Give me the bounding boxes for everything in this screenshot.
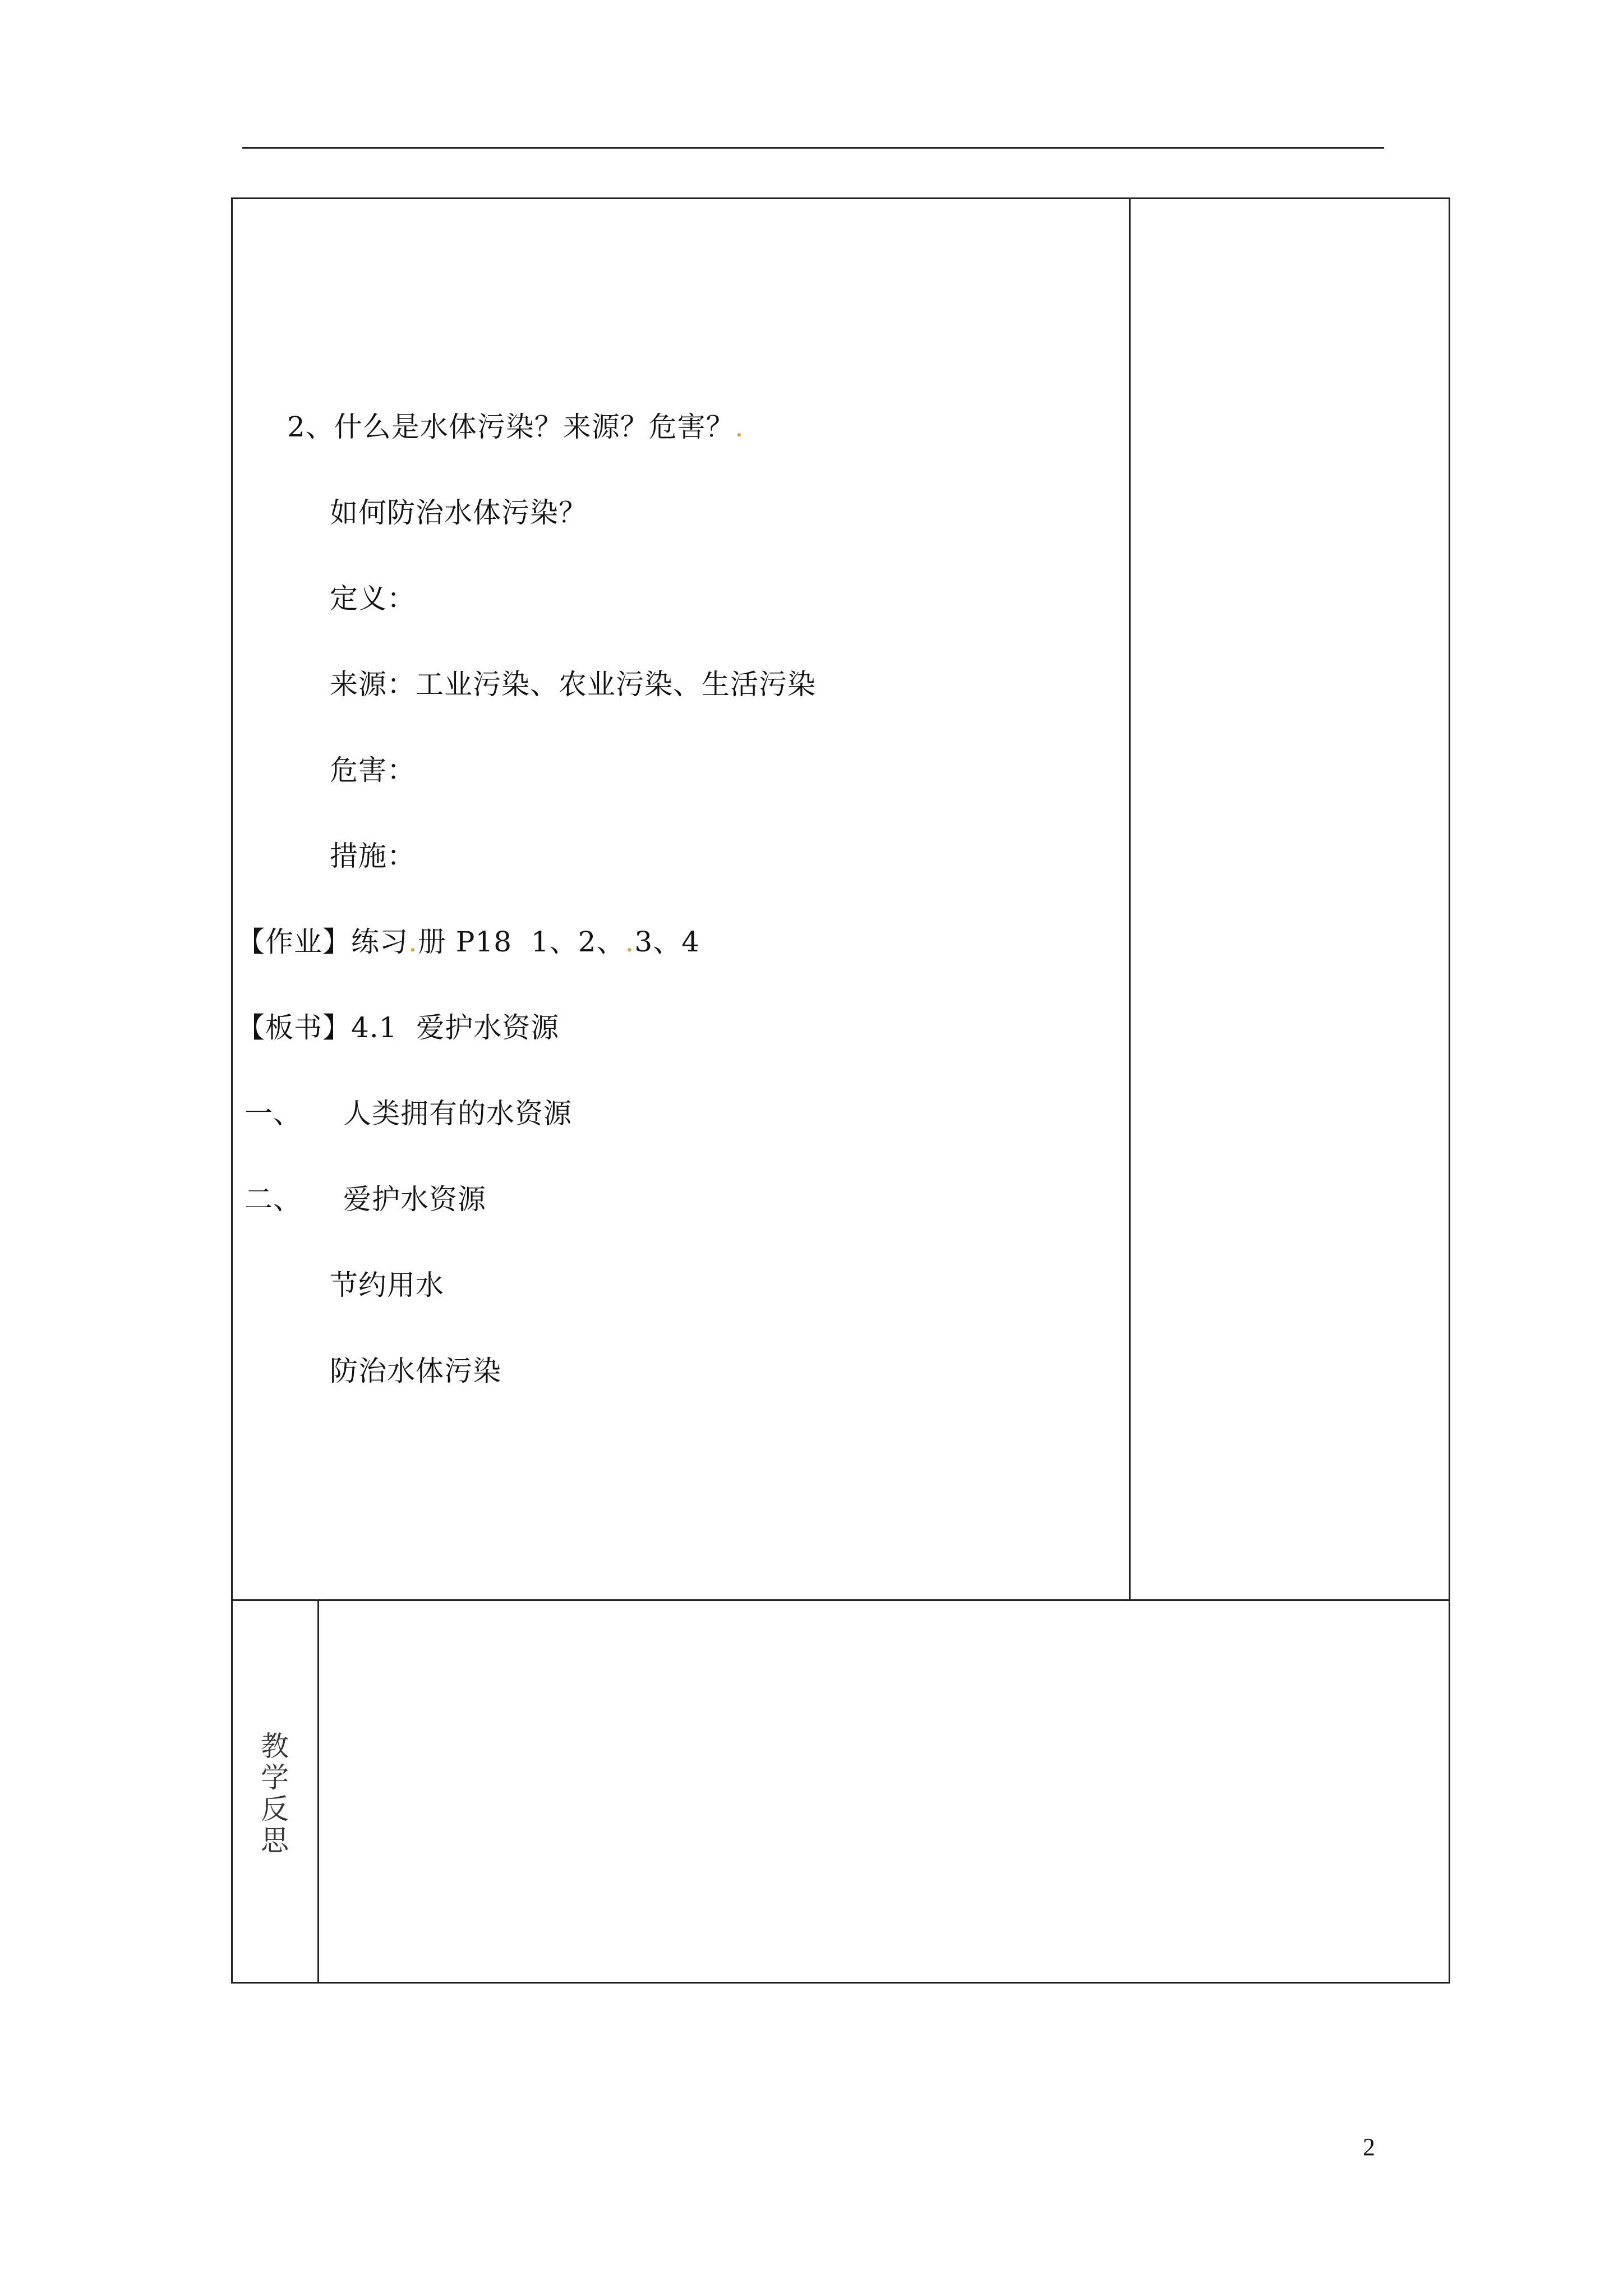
homework-text-c: 3、4 [634,926,700,958]
board-label: 【板书】 [237,1011,351,1044]
reflection-row-divider [231,1599,1450,1601]
header-rule [242,147,1384,149]
board-line [237,1011,559,1045]
notes-column-divider [1129,197,1131,1600]
reflection-char: 教 [261,1730,289,1763]
lesson-table [231,197,1450,1984]
homework-mark-1: . [408,926,418,958]
reflection-char: 思 [261,1824,289,1857]
homework-label: 【作业】 [237,926,351,958]
reflection-char: 学 [261,1761,289,1794]
prevention-question: 如何防治水体污染？ [330,496,587,529]
question-2-mark: . [734,411,744,443]
homework-text-a: 练习 [351,926,408,958]
reflection-char: 反 [261,1793,289,1825]
outline-item-2-text: 爱护水资源 [343,1183,486,1216]
teaching-reflection-label [258,1731,292,1856]
measures-label: 措施： [330,840,416,872]
outline-item-1-text: 人类拥有的水资源 [343,1097,572,1130]
homework-line [237,925,700,959]
harm-label: 危害： [330,754,416,786]
sources-line: 来源：工业污染、农业污染、生活污染 [330,668,816,701]
page-number: 2 [1363,2133,1375,2161]
outline-sub-2: 防治水体污染 [330,1355,501,1387]
outline-item-2-number: 二、 [245,1183,302,1216]
question-2-text: 2、什么是水体污染？来源？危害？ [287,411,735,443]
outline-item-1-number: 一、 [245,1097,302,1130]
definition-label: 定义： [330,582,416,615]
board-text: 4.1 爱护水资源 [351,1011,560,1044]
outline-sub-1: 节约用水 [330,1269,444,1301]
question-2 [287,410,744,444]
homework-text-b: 册 P18 1、2、 [417,926,625,958]
reflection-label-divider [317,1599,319,1984]
homework-mark-2: . [625,926,635,958]
